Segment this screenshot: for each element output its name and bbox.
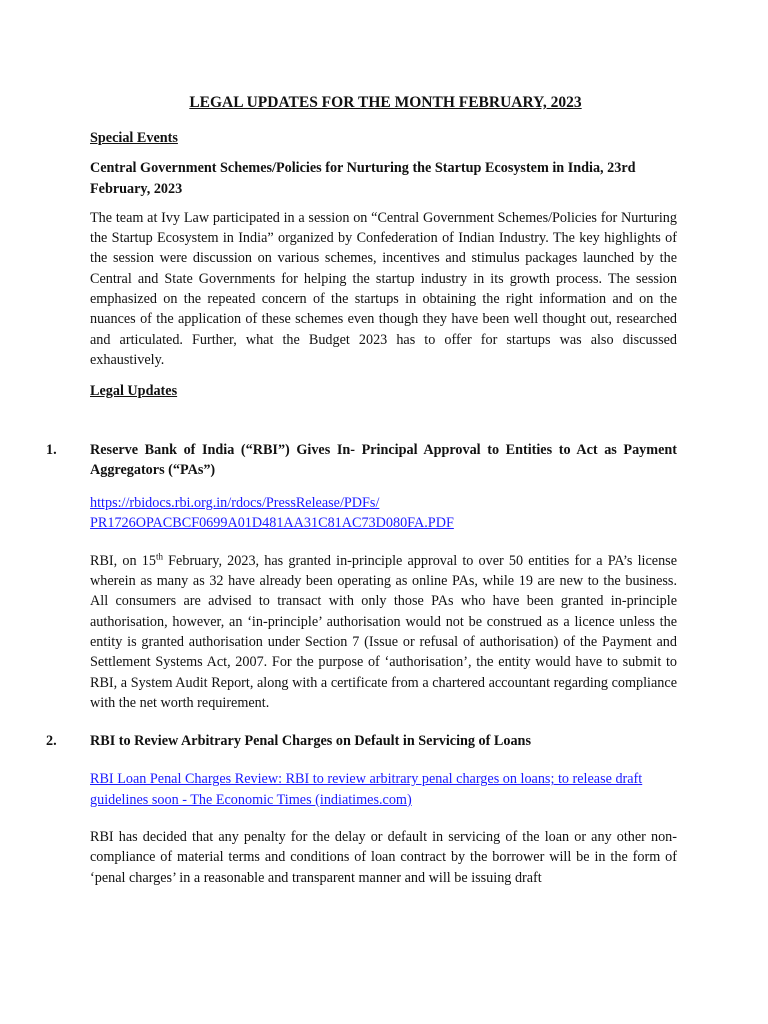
item-2-body: RBI has decided that any penalty for the delay or default in servicing of the loan or any other non-compliance of material terms and conditions of loan contract by the borrower will be in the form of ‘penal charges’ in a reasonable and transparent manner and will be issuing draft <box>90 829 677 886</box>
special-events-body: The team at Ivy Law participated in a session on “Central Government Schemes/Policies for Nurturing the Startup Ecosystem in India” organized by Confederation of Indian Industry. The key highlights of the session were discussion on various schemes, incentives and stimulus packages launched by the Central and State Governments for helping the startup industry in its growth process. The session emphasized on the repeated concern of the startups in obtaining the right information and on the nuances of the application of these schemes even though they have been well thought out, researched and articulated. Further, what the Budget 2023 has to offer for startups was also discussed exhaustively. <box>90 209 677 368</box>
item-number: 1. <box>46 441 57 458</box>
body-text-post: February, 2023, has granted in-principle approval to over 50 entities for a PA’s license wherein as many as 32 have already been operating as online PAs, while 19 are new to the business. All consumers are advised to transact with only those PAs who have been granted in-principle authorisation, however, an ‘in-principle’ authorisation would not be construed as a licence unless the entity is granted authorisation under Section 7 (Issue or refusal of authorisation) of the Payment and Settlement Systems Act, 2007. For the purpose of ‘authorisation’, the entity would have to submit to RBI, a System Audit Report, along with a certificate from a chartered accountant regarding compliance with the net worth requirement. <box>90 552 677 711</box>
special-events-heading: Special Events <box>90 130 178 146</box>
document-content <box>46 92 677 899</box>
legal-update-item-2 <box>46 731 677 751</box>
economic-times-link[interactable]: RBI Loan Penal Charges Review: RBI to review arbitrary penal charges on loans; to release draft guidelines soon - The Economic Times (indiatimes.com) <box>90 771 643 808</box>
spacer <box>90 412 677 440</box>
document-title: LEGAL UPDATES FOR THE MONTH FEBRUARY, 2023 <box>189 94 582 111</box>
ordinal-suffix: th <box>155 551 163 562</box>
item-heading: Reserve Bank of India (“RBI”) Gives In- Principal Approval to Entities to Act as Payment Aggregators (“PAs”) <box>90 441 677 478</box>
item-number: 2. <box>46 733 57 750</box>
link-line-1: https://rbidocs.rbi.org.in/rdocs/PressRelease/PDFs/ <box>90 495 380 512</box>
legal-update-item-1 <box>46 440 677 481</box>
legal-updates-heading: Legal Updates <box>90 383 178 400</box>
body-text-pre: RBI, on 15 <box>90 552 156 569</box>
item-heading: RBI to Review Arbitrary Penal Charges on Default in Servicing of Loans <box>90 733 531 750</box>
link-line-2: PR1726OPACBCF0699A01D481AA31C81AC73D080FA.PDF <box>90 515 454 532</box>
rbi-press-release-link[interactable] <box>90 493 677 534</box>
special-events-subheading: Central Government Schemes/Policies for Nurturing the Startup Ecosystem in India, 23rd February, 2023 <box>90 160 636 197</box>
item-1-body <box>90 551 677 713</box>
